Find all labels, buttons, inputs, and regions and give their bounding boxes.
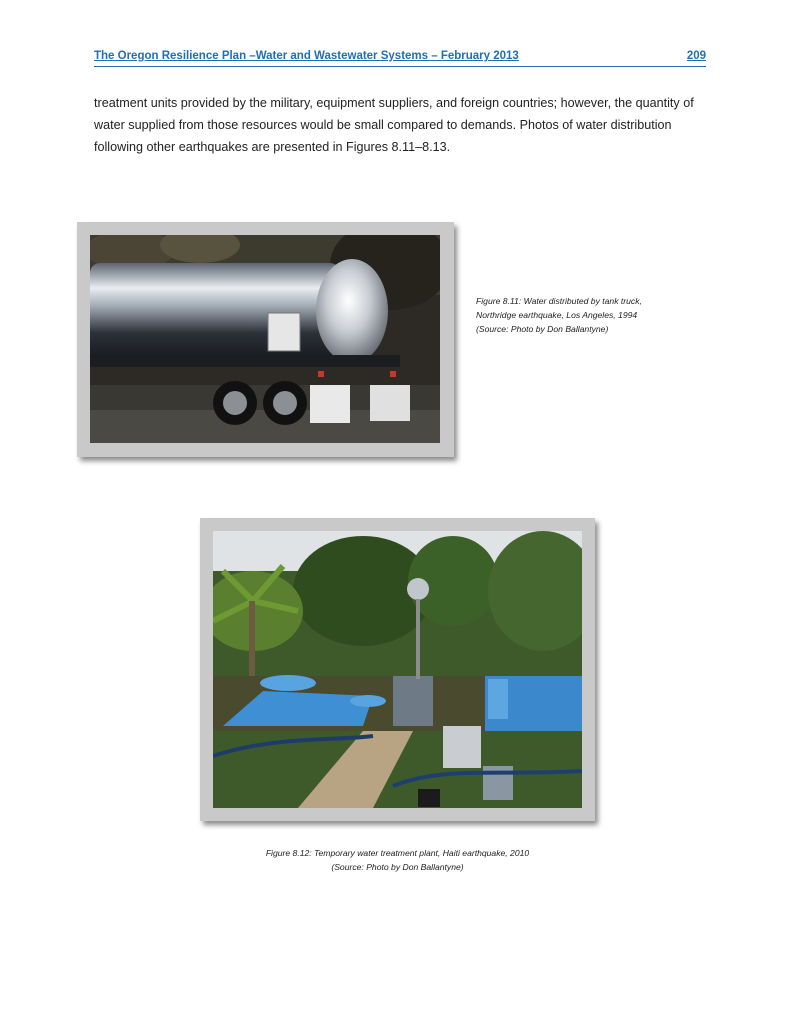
- figure-8-11-caption-line-1: Figure 8.11: Water distributed by tank truck,: [476, 296, 642, 306]
- figure-8-11-caption-line-2: Northridge earthquake, Los Angeles, 1994: [476, 310, 638, 320]
- header-title: The Oregon Resilience Plan –Water and Wastewater Systems – February 2013: [94, 50, 519, 62]
- body-paragraph: treatment units provided by the military, equipment suppliers, and foreign countries; however, the quantity of water supplied from those resources would be small compared to demands. Photos of water distribution following other earthquakes are presented in Figures 8.11–8.13.: [94, 96, 694, 154]
- figure-8-12-frame: [200, 518, 595, 821]
- figure-8-12-caption: [200, 846, 595, 874]
- page-number: 209: [686, 50, 706, 62]
- figure-8-12-caption-line-2: (Source: Photo by Don Ballantyne): [331, 862, 464, 872]
- figure-8-12-caption-line-1: Figure 8.12: Temporary water treatment plant, Haiti earthquake, 2010: [265, 848, 530, 858]
- tank-truck-photo: [90, 235, 440, 443]
- figure-8-11-frame: [77, 222, 454, 457]
- page-header: [94, 48, 706, 67]
- figure-8-11-caption: [476, 294, 696, 336]
- water-treatment-plant-photo: [213, 531, 582, 808]
- figure-8-11-caption-line-3: (Source: Photo by Don Ballantyne): [476, 324, 609, 334]
